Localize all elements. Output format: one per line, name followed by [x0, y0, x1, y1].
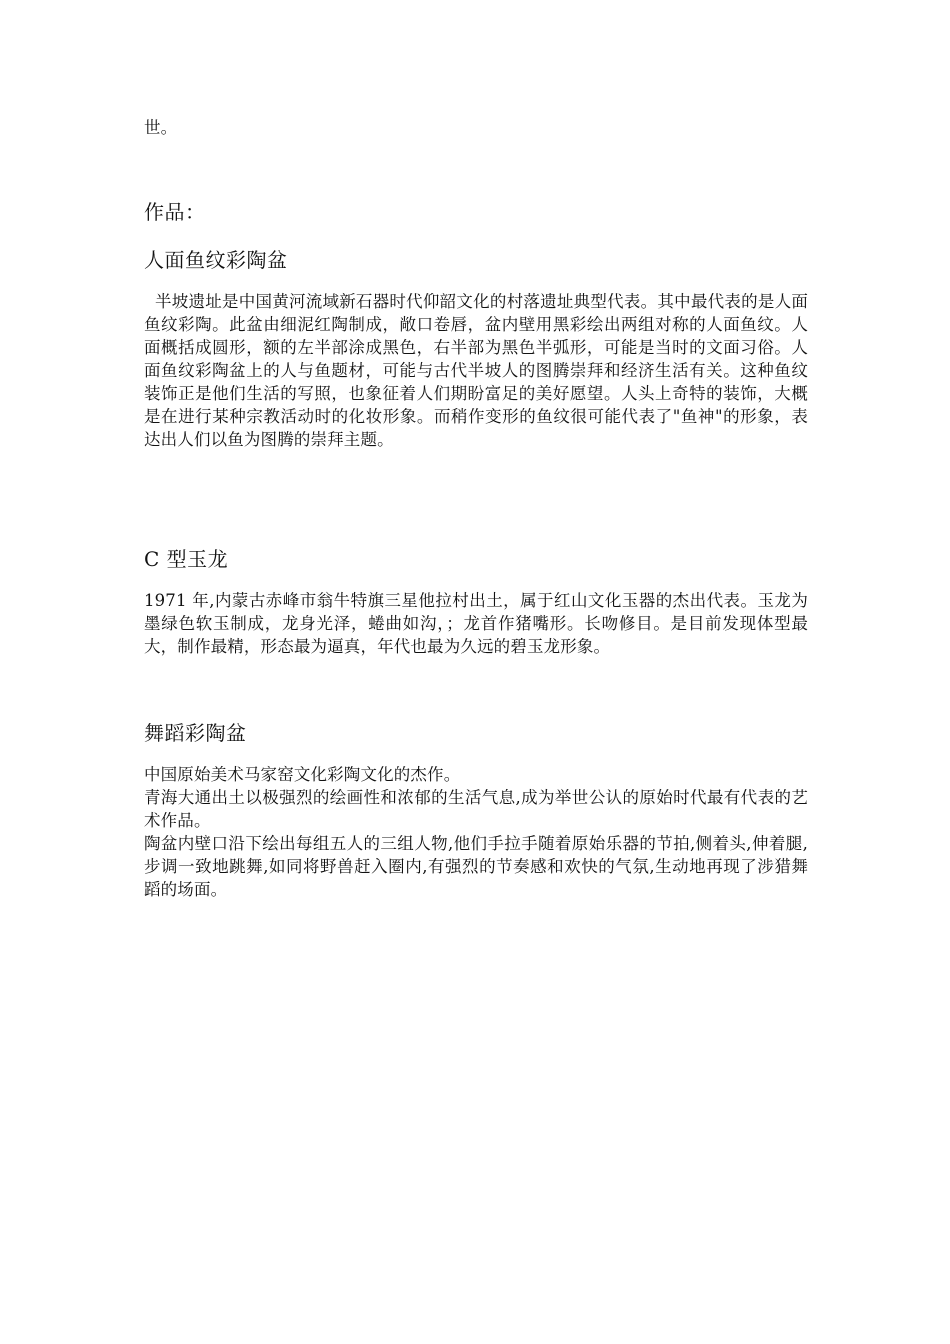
continuation-text: 世。: [144, 118, 178, 137]
paragraph: 青海大通出土以极强烈的绘画性和浓郁的生活气息,成为举世公认的原始时代最有代表的艺术作品。: [144, 788, 808, 830]
section-title-fish-basin: 人面鱼纹彩陶盆: [144, 248, 288, 272]
paragraph: 陶盆内壁口沿下绘出每组五人的三组人物,他们手拉手随着原始乐器的节拍,侧着头,伸着腿,步调一致地跳舞,如同将野兽赶入圈内,有强烈的节奏感和欢快的气氛,生动地再现了涉猎舞蹈的场面。: [144, 834, 808, 899]
section-title-dance-basin: 舞蹈彩陶盆: [144, 721, 247, 745]
paragraph: 中国原始美术马家窑文化彩陶文化的杰作。: [144, 765, 461, 784]
section-body-fish-basin: [144, 290, 808, 451]
works-label: 作品：: [144, 200, 206, 224]
section-body-dance-basin: [144, 763, 808, 901]
paragraph: 半坡遗址是中国黄河流域新石器时代仰韶文化的村落遗址典型代表。其中最代表的是人面鱼纹彩陶。此盆由细泥红陶制成，敞口卷唇，盆内壁用黑彩绘出两组对称的人面鱼纹。人面概括成圆形，额的左半部涂成黑色，右半部为黑色半弧形，可能是当时的文面习俗。人面鱼纹彩陶盆上的人与鱼题材，可能与古代半坡人的图腾崇拜和经济生活有关。这种鱼纹装饰正是他们生活的写照，也象征着人们期盼富足的美好愿望。人头上奇特的装饰，大概是在进行某种宗教活动时的化妆形象。而稍作变形的鱼纹很可能代表了"鱼神"的形象，表达出人们以鱼为图腾的崇拜主题。: [144, 292, 808, 449]
section-title-c-jade-dragon: C 型玉龙: [144, 547, 229, 571]
paragraph: 1971 年,内蒙古赤峰市翁牛特旗三星他拉村出土，属于红山文化玉器的杰出代表。玉龙为墨绿色软玉制成，龙身光泽，蜷曲如沟，；龙首作猪嘴形。长吻修目。是目前发现体型最大，制作最精，形态最为逼真，年代也最为久远的碧玉龙形象。: [144, 591, 808, 656]
section-body-c-jade-dragon: [144, 589, 808, 658]
